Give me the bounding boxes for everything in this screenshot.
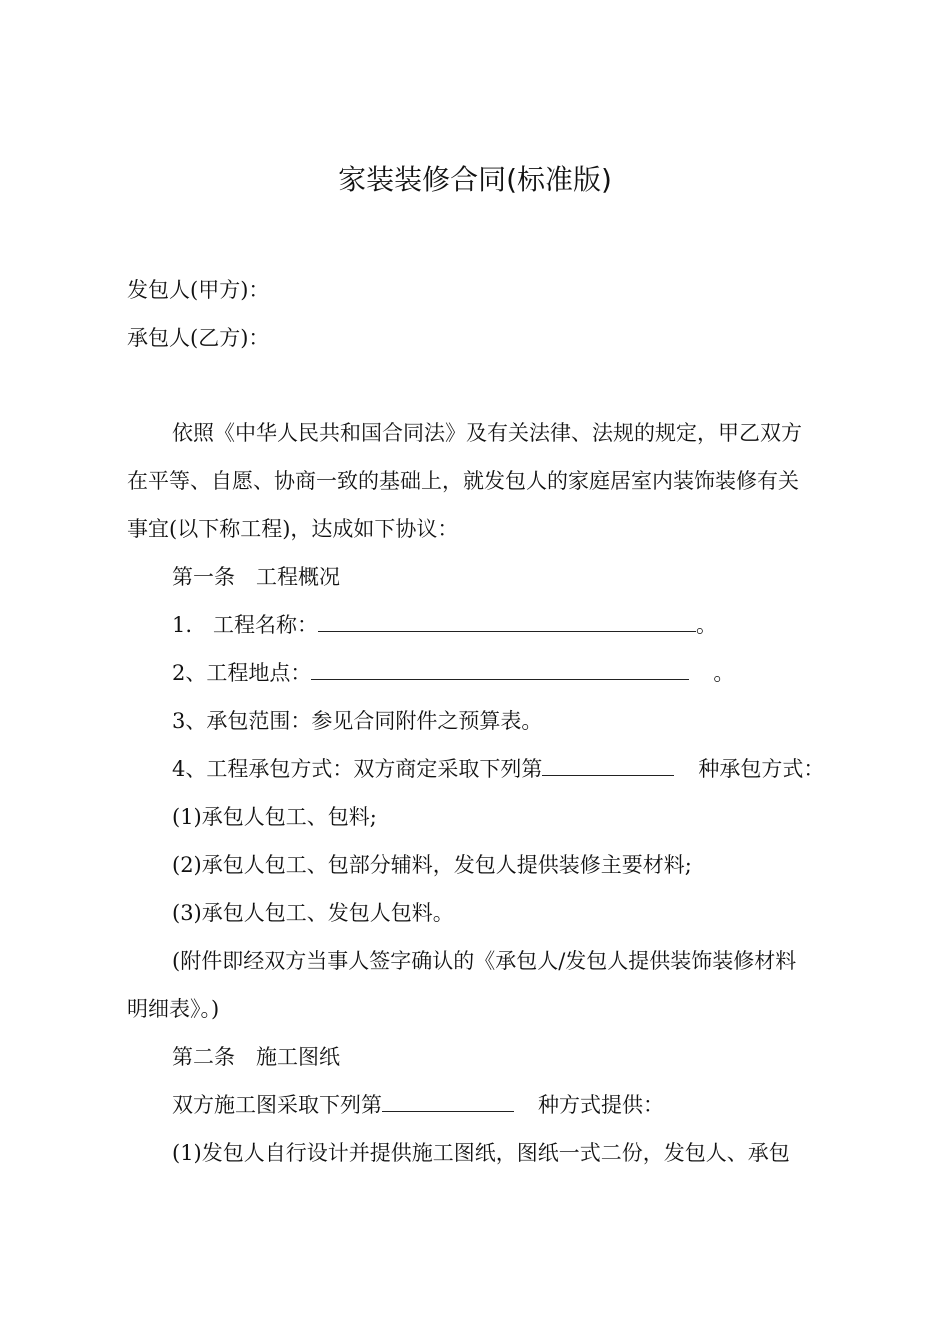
contract-method-line bbox=[172, 754, 824, 784]
employer-label: 发包人(甲方)： bbox=[127, 278, 270, 302]
drawing-method-label: 双方施工图采取下列第 bbox=[172, 1093, 382, 1117]
option-1: (1)承包人包工、包料; bbox=[172, 805, 377, 829]
project-name-end: 。 bbox=[696, 613, 718, 637]
contract-method-blank[interactable] bbox=[542, 755, 674, 776]
note-line-2: 明细表》。) bbox=[127, 997, 220, 1021]
option-2: (2)承包人包工、包部分辅料，发包人提供装修主要材料; bbox=[172, 853, 692, 877]
contract-method-end: 种承包方式： bbox=[698, 757, 825, 781]
drawing-method-blank[interactable] bbox=[382, 1091, 514, 1112]
drawing-method-end: 种方式提供： bbox=[538, 1093, 664, 1117]
note-line-1: (附件即经双方当事人签字确认的《承包人/发包人提供装饰装修材料 bbox=[172, 949, 797, 973]
scope-line: 3、承包范围：参见合同附件之预算表。 bbox=[172, 709, 543, 733]
document-title: 家装装修合同(标准版) bbox=[338, 163, 612, 196]
drawing-option-1: (1)发包人自行设计并提供施工图纸，图纸一式二份，发包人、承包 bbox=[172, 1141, 790, 1165]
article1-heading: 第一条 工程概况 bbox=[172, 565, 340, 589]
project-name-line bbox=[172, 610, 717, 640]
drawing-method-line bbox=[172, 1090, 664, 1120]
project-location-end: 。 bbox=[713, 661, 735, 685]
project-name-label: 1. 工程名称： bbox=[172, 613, 319, 637]
article2-heading: 第二条 施工图纸 bbox=[172, 1045, 340, 1069]
project-location-line bbox=[172, 658, 734, 688]
project-location-blank[interactable] bbox=[311, 659, 689, 680]
preamble-line-2: 在平等、自愿、协商一致的基础上，就发包人的家庭居室内装饰装修有关 bbox=[127, 469, 799, 493]
project-name-blank[interactable] bbox=[318, 611, 696, 632]
preamble-line-3: 事宜(以下称工程)，达成如下协议： bbox=[127, 517, 459, 541]
option-3: (3)承包人包工、发包人包料。 bbox=[172, 901, 454, 925]
project-location-label: 2、工程地点： bbox=[172, 661, 312, 685]
preamble-line-1: 依照《中华人民共和国合同法》及有关法律、法规的规定，甲乙双方 bbox=[172, 421, 802, 445]
contractor-label: 承包人(乙方)： bbox=[127, 326, 270, 350]
contract-method-label: 4、工程承包方式：双方商定采取下列第 bbox=[172, 757, 543, 781]
